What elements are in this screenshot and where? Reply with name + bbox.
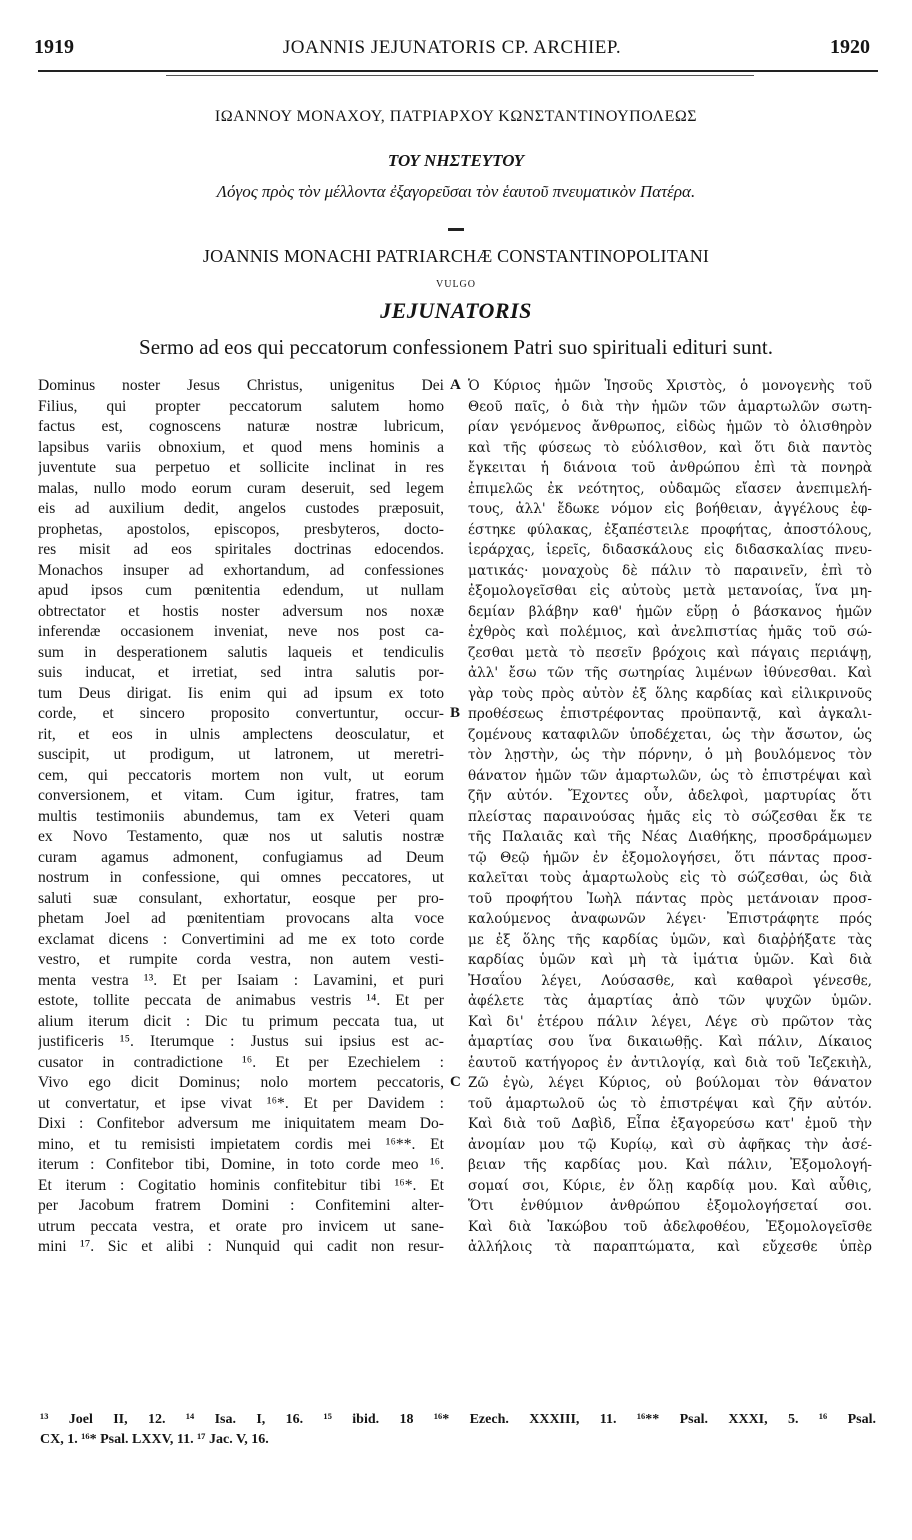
greek-text-line: ρίαν γενόμενος ἄνθρωπος, εἰδὼς ἡμῶν τὸ ὀλισθηρὸν bbox=[468, 419, 872, 435]
greek-text-line: ἀλλ' ἔσω τῶν τῆς σωτηρίας λιμένων ἰθύνεσθαι. Καὶ bbox=[468, 665, 872, 681]
greek-text-line: τοῦ ἁμαρτωλοῦ ὡς τὸ ἐπιστρέψαι καὶ ζῆν αὐτόν. bbox=[468, 1095, 872, 1112]
latin-text-line: Vivo ego dicit Dominus; nolo mortem peccatoris, bbox=[38, 1074, 444, 1091]
greek-text-line: τῆς Παλαιᾶς καὶ τῆς Νέας Διαθήκης, προσδράμωμεν bbox=[468, 829, 872, 845]
latin-text-line: menta vestra ¹³. Et per Isaiam : Lavamini, et puri bbox=[38, 971, 444, 989]
latin-text-line: mini ¹⁷. Sic et alibi : Nunquid qui cadit non resur- bbox=[38, 1238, 444, 1255]
latin-text-line: corde, et sincero proposito convertuntur, occur- bbox=[38, 705, 444, 722]
margin-letter-c: C bbox=[450, 1074, 461, 1090]
greek-text-line: Ὁ Κύριος ἡμῶν Ἰησοῦς Χριστὸς, ὁ μονογενὴς τοῦ bbox=[468, 378, 872, 394]
greek-text-line: σομαί σοι, Κύριε, ἐν ὅλῃ καρδίᾳ μου. Καὶ αὖθις, bbox=[468, 1177, 872, 1194]
margin-letter-a: A bbox=[450, 377, 461, 393]
latin-vulgo: VULGO bbox=[436, 279, 476, 290]
running-head bbox=[34, 36, 870, 58]
latin-text-line: conversionem, et vitam. Cum igitur, fratres, tam bbox=[38, 787, 444, 804]
greek-text-line: προθέσεως ἐπιστρέφοντας προϋπαντᾷ, καὶ ἀγκαλι- bbox=[468, 706, 872, 722]
latin-text-line: tum Deus dirigat. Iis enim qui ad ipsum ex toto bbox=[38, 684, 444, 702]
latin-text-line: nostrum in confessione, qui omnes peccatores, ut bbox=[38, 869, 444, 886]
latin-text-line: lapsibus variis obnoxium, et quod mens hominis a bbox=[38, 438, 444, 456]
latin-text-line: suis inducat, et irretiat, sed intra salutis por- bbox=[38, 664, 444, 681]
greek-text-line: ἑαυτοῦ κατήγορος ἐν ἀντιλογίᾳ, καὶ διὰ τοῦ Ἰεζεκιὴλ, bbox=[468, 1054, 872, 1071]
title-dash bbox=[448, 228, 464, 231]
margin-letter-b: B bbox=[450, 705, 461, 721]
latin-text-line: alium iterum dicit : Dic tu primum peccata tua, ut bbox=[38, 1012, 444, 1030]
greek-text-line: ἀλλήλοις τὰ παραπτώματα, καὶ εὔχεσθε ὑπὲρ bbox=[468, 1239, 872, 1255]
greek-text-line: τους, ἀλλ' ἔδωκε νόμον εἰς βοήθειαν, ἀγγέλους ἐφ- bbox=[468, 501, 872, 517]
latin-text-line: Filius, qui propter peccatorum salutem homo bbox=[38, 397, 444, 415]
latin-text-line: ut convertatur, et ipse vivat ¹⁶*. Et per Davidem : bbox=[38, 1094, 444, 1112]
latin-text-line: estote, tollite peccata de animabus vestris ¹⁴. Et per bbox=[38, 992, 444, 1009]
greek-text-line: ἀφέλετε τὰς ἁμαρτίας ἀπὸ τῶν ψυχῶν ὑμῶν. bbox=[468, 993, 872, 1009]
greek-text-line: δεμίαν βλάβην καθ' ἡμῶν εὕρῃ ὁ βάσκανος ἡμῶν bbox=[468, 603, 872, 620]
column-number-right: 1920 bbox=[830, 36, 870, 58]
latin-text-line: multis testimoniis abundemus, tam ex Veteri quam bbox=[38, 807, 444, 825]
latin-column bbox=[38, 376, 444, 1258]
greek-text-line: τὸν λῃστὴν, ὡς τὴν πόρνην, ὁ μὴ βουλόμενος τὸν bbox=[468, 747, 872, 763]
latin-text-line: malas, nullo modo eorum curam deseruit, sed legem bbox=[38, 479, 444, 497]
greek-text-line: έστηκε φύλακας, ἐξαπέστειλε προφήτας, ἀποστόλους, bbox=[468, 521, 872, 538]
latin-text-line: iterum : Confitebor tibi, Domine, in toto corde meo ¹⁶. bbox=[38, 1156, 444, 1173]
latin-text-line: sum in desperationem salutis laqueis et tendiculis bbox=[38, 643, 444, 661]
greek-text-line: ἀνομίαν μου τῷ Κυρίῳ, καὶ σὺ ἀφῆκας τὴν ἀσέ- bbox=[468, 1136, 872, 1153]
greek-text-line: καρδίας ὑμῶν καὶ μὴ τὰ ἱμάτια ὑμῶν. Καὶ διὰ bbox=[468, 952, 872, 968]
greek-text-line: βειαν τῆς καρδίας μου. Καὶ πάλιν, Ἐξομολογή- bbox=[468, 1157, 872, 1173]
latin-text-line: utrum peccata vestra, et orate pro invicem ut sane- bbox=[38, 1217, 444, 1235]
greek-text-line: με ἐξ ὅλης τῆς καρδίας ὑμῶν, καὶ διαῤῥήξατε τὰς bbox=[468, 931, 872, 948]
latin-text-line: curam agamus admonent, confugiamus ad Deum bbox=[38, 848, 444, 866]
greek-text-line: ἱεράρχας, ἱερεῖς, διδασκάλους εἰς διδασκαλίας πνευ- bbox=[468, 542, 872, 558]
latin-text-line: Monachos insuper ad exhortandum, ad confessiones bbox=[38, 561, 444, 579]
greek-text-line: ματικάς· μοναχοὺς δὲ πάλιν τὸ παραινεῖν, ἐπὶ τὸ bbox=[468, 562, 872, 579]
greek-text-line: Θεοῦ παῖς, ὁ διὰ τὴν ἡμῶν τῶν ἁμαρτωλῶν σωτη- bbox=[468, 398, 872, 415]
latin-text-line: obtrectator et hostis noster adversum nos noxæ bbox=[38, 602, 444, 620]
greek-text-line: γὰρ τοὺς πρὸς αὐτὸν ἐξ ὅλης καρδίας καὶ εἰλικρινοῦς bbox=[468, 685, 872, 702]
latin-title: JOANNIS MONACHI PATRIARCHÆ CONSTANTINOPOLITANI bbox=[202, 246, 710, 266]
greek-text-line: Ὅτι ἐνθύμιον ἀνθρώπου ἐξομολογήσεταί σοι. bbox=[468, 1198, 872, 1214]
greek-text-line: Ἠσαΐου λέγει, Λούσασθε, καὶ καθαροὶ γένεσθε, bbox=[468, 972, 872, 989]
latin-text-line: per Jacobum fratrem Domini : Confitemini alter- bbox=[38, 1197, 444, 1214]
latin-text-line: Dixi : Confitebor adversum me iniquitatem meam Do- bbox=[38, 1115, 444, 1132]
greek-text-line: θάνατον ἡμῶν τῶν ἁμαρτωλῶν, ὡς τὸ ἐπιστρέψαι καὶ bbox=[468, 767, 872, 784]
latin-text-line: eis ad auxilium dedit, angelos custodes præposuit, bbox=[38, 500, 444, 517]
latin-text-line: suscipit, ut prodigum, ut latronem, ut meretri- bbox=[38, 746, 444, 763]
greek-text-line: ζῆν αὐτόν. Ἔχοντες οὖν, ἀδελφοὶ, μαρτυρίας ὅτι bbox=[468, 788, 872, 804]
latin-text-line: factus est, cognoscens naturæ nostræ lubricum, bbox=[38, 418, 444, 435]
greek-text-line: ἔγκειται ἡ διάνοια τοῦ ἀνθρώπου ἐπὶ τὰ πονηρὰ bbox=[468, 460, 872, 476]
header-subrule bbox=[166, 75, 754, 76]
greek-text-line: Ζῶ ἐγὼ, λέγει Κύριος, οὐ βούλομαι τὸν θάνατον bbox=[468, 1075, 872, 1091]
latin-text-line: Et iterum : Cogitatio hominis confitebitur tibi ¹⁶*. Et bbox=[38, 1176, 444, 1194]
greek-text-line: καλεῖται τοὺς ἁμαρτωλοὺς εἰς τὸ σώζεσθαι, ὡς διὰ bbox=[468, 870, 872, 886]
greek-title: ΙΩΑΝΝΟΥ ΜΟΝΑΧΟΥ, ΠΑΤΡΙΑΡΧΟΥ ΚΩΝΣΤΑΝΤΙΝΟΥΠΟΛΕΩΣ bbox=[214, 108, 698, 125]
latin-text-line: exclamat dicens : Convertimini ad me ex toto corde bbox=[38, 930, 444, 948]
latin-text-line: cusator in contradictione ¹⁶. Et per Ezechielem : bbox=[38, 1053, 444, 1071]
greek-text-line: καὶ τῆς φύσεως τὸ εὐόλισθον, καὶ ὅτι διὰ παντὸς bbox=[468, 439, 872, 456]
header-rule bbox=[38, 70, 878, 72]
greek-text-line: Καὶ διὰ τοῦ Δαβὶδ, Εἶπα ἐξαγορεύσω κατ' ἐμοῦ τὴν bbox=[468, 1116, 872, 1132]
latin-text-line: inferendæ occasionem inveniat, neve nos post ca- bbox=[38, 623, 444, 640]
latin-text-line: cem, qui peccatoris mortem non vult, ut eorum bbox=[38, 766, 444, 784]
greek-text-line: ἁμαρτίας σου ἵνα δικαιωθῇς. Καὶ πάλιν, Δίκαιος bbox=[468, 1034, 872, 1050]
latin-text-line: apud ipsos cum pœnitentia edendum, ut nullam bbox=[38, 582, 444, 599]
latin-text-line: Dominus noster Jesus Christus, unigenitus Dei bbox=[38, 377, 444, 394]
running-title: JOANNIS JEJUNATORIS CP. ARCHIEP. bbox=[282, 37, 622, 58]
latin-text-line: saluti suæ consulant, exhortatur, eosque per pro- bbox=[38, 889, 444, 907]
greek-subtitle: ΤΟΥ ΝΗΣΤΕΥΤΟΥ bbox=[387, 151, 525, 170]
latin-text-line: ex Novo Testamento, quæ nos ut salutis nostræ bbox=[38, 828, 444, 845]
greek-text-line: ζομένους καταφιλῶν ὑποδέχεται, ὡς τὴν ἄσωτον, ὡς bbox=[468, 726, 872, 743]
latin-sermon-title: Sermo ad eos qui peccatorum confessionem Patri suo spirituali edituri sunt. bbox=[139, 335, 773, 359]
latin-text-line: rit, et eos in ulnis amplectens deosculatur, et bbox=[38, 725, 444, 743]
greek-text-line: ἐπιμελῶς ἐκ νεότητος, οὐδαμῶς εἴασεν ἀνεπιμελή- bbox=[468, 480, 872, 497]
column-number-left: 1919 bbox=[34, 36, 74, 58]
greek-text-line: πλείστας παραινούσας ἡμᾶς εἰς τὸ σώζεσθαι ἔκ τε bbox=[468, 808, 872, 825]
greek-text-line: ἐχθρὸς καὶ πολέμιος, καὶ ἀνελπιστίας ἡμᾶς τοῦ σώ- bbox=[468, 624, 872, 640]
greek-column bbox=[468, 376, 872, 1258]
greek-text-line: τοῦ προφήτου Ἰωὴλ πάντας πρὸς μετάνοιαν προσ- bbox=[468, 890, 872, 907]
greek-text-line: Καὶ διὰ Ἰακώβου τοῦ ἀδελφοθέου, Ἐξομολογεῖσθε bbox=[468, 1218, 872, 1235]
greek-text-line: ἐξομολογεῖσθαι εἰς αὐτοὺς μετὰ μετανοίας, ἵνα μη- bbox=[468, 583, 872, 599]
footnote-line: ¹³ Joel II, 12. ¹⁴ Isa. I, 16. ¹⁵ ibid. 18 ¹⁶* Ezech. XXXIII, 11. ¹⁶** Psal. XXXI, 5. ¹⁶ Psal. bbox=[40, 1412, 876, 1427]
greek-text-line: ζεσθαι μετὰ τὸ πεσεῖν βρόχοις καὶ πάγαις περιάψῃ, bbox=[468, 644, 872, 661]
latin-text-line: prophetas, apostolos, episcopos, presbyteros, docto- bbox=[38, 520, 444, 538]
greek-text-line: Καὶ δι' ἑτέρου πάλιν λέγει, Λέγε σὺ πρῶτον τὰς bbox=[468, 1013, 872, 1030]
latin-text-line: juventute sua perpetuo et sollicite inclinat in res bbox=[38, 459, 444, 476]
latin-text-line: res misit ad eos spiritales doctrinas edocendos. bbox=[38, 541, 444, 558]
latin-text-line: phetam Joel ad pœnitentiam provocans alta voce bbox=[38, 910, 444, 927]
greek-text-line: τῷ Θεῷ ἡμῶν ἐν ἐξομολογήσει, ὅτι πάντας προσ- bbox=[468, 849, 872, 866]
greek-text-line: καλούμενος ἀναφωνῶν λέγει· Ἐπιστράφητε πρός bbox=[468, 911, 872, 927]
latin-text-line: mino, et tu remisisti impietatem cordis mei ¹⁶**. Et bbox=[38, 1135, 444, 1153]
latin-text-line: vestro, et rumpite corda vestra, non autem vesti- bbox=[38, 951, 444, 968]
footnote-line: CX, 1. ¹⁶* Psal. LXXV, 11. ¹⁷ Jac. V, 16. bbox=[40, 1432, 269, 1447]
greek-sermon-title: Λόγος πρὸς τὸν μέλλοντα ἐξαγορεῦσαι τὸν ἑαυτοῦ πνευματικὸν Πατέρα. bbox=[216, 182, 696, 201]
latin-subtitle: JEJUNATORIS bbox=[380, 298, 532, 323]
footnotes bbox=[40, 1410, 876, 1450]
latin-text-line: justificeris ¹⁵. Iterumque : Justus sui ipsius est ac- bbox=[38, 1033, 444, 1050]
